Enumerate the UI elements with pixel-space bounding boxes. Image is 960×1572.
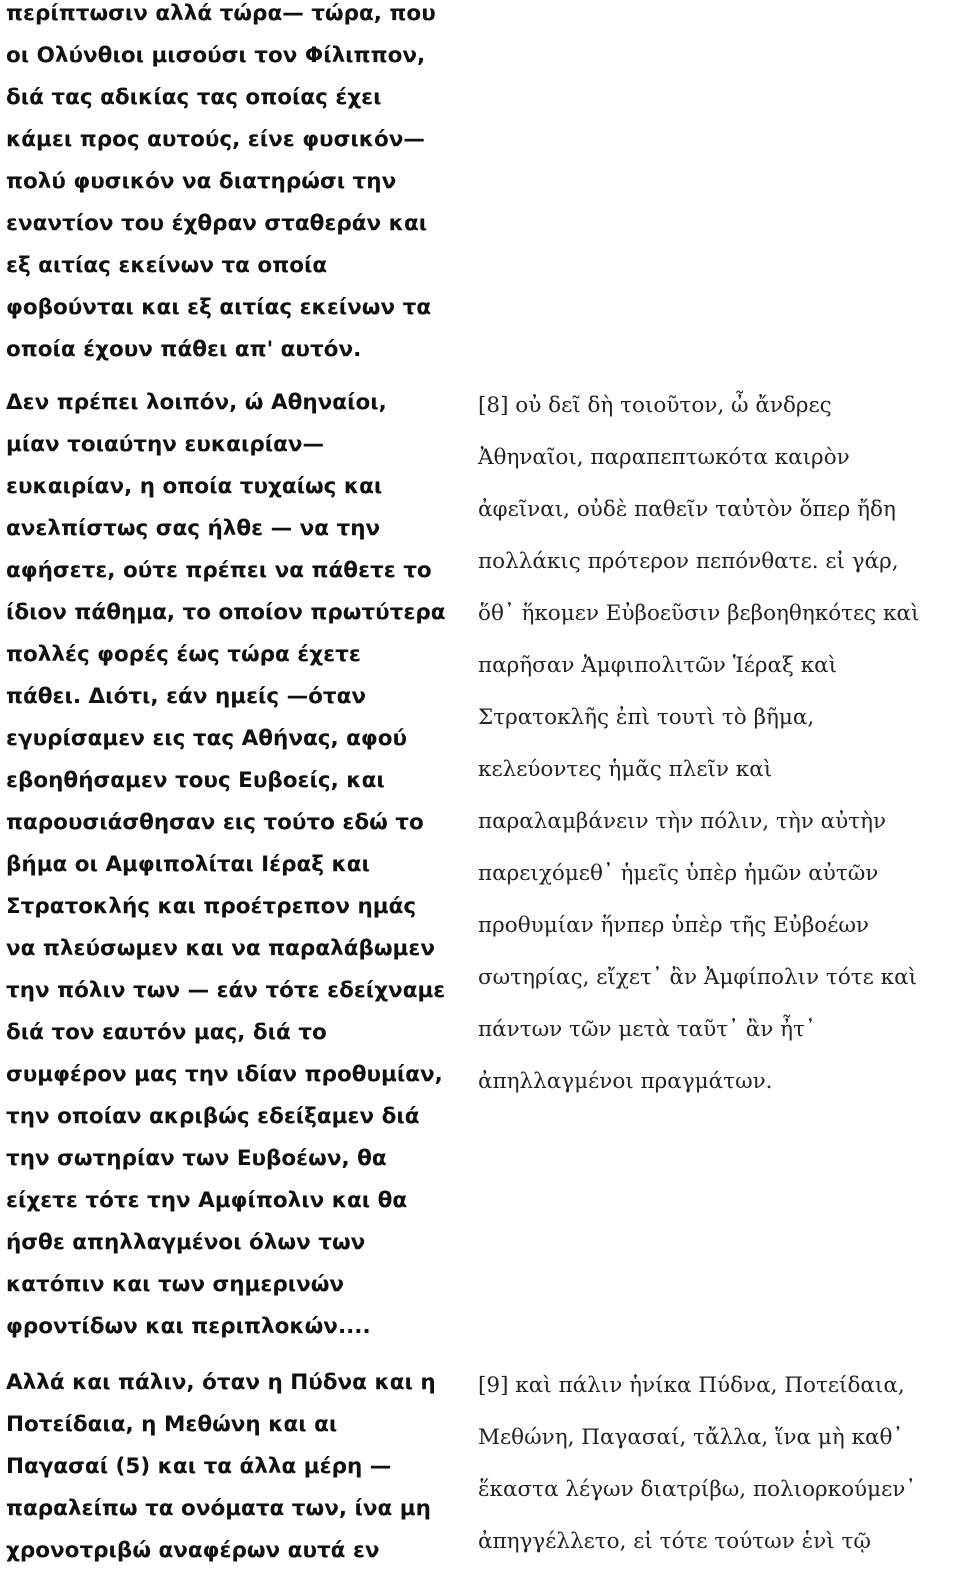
text-line: Ἀθηναῖοι, παραπεπτωκότα καιρὸν	[478, 445, 850, 470]
text-line: [8] οὐ δεῖ δὴ τοιοῦτον, ὦ ἄνδρες	[478, 393, 832, 418]
text-line: ίδιον πάθημα, το οποίον πρωτύτερα	[6, 600, 446, 625]
text-line: ἕκαστα λέγων διατρίβω, πολιορκούμεν᾽	[478, 1477, 917, 1502]
text-line: την σωτηρίαν των Ευβοέων, θα	[6, 1146, 387, 1171]
text-line: εβοηθήσαμεν τους Ευβοείς, και	[6, 768, 385, 793]
text-line: πάθει. Διότι, εάν ημείς —όταν	[6, 684, 367, 709]
text-line: ανελπίστως σας ήλθε — να την	[6, 516, 381, 541]
text-line: πάντων τῶν μετὰ ταῦτ᾽ ἂν ἦτ᾽	[478, 1017, 816, 1042]
text-line: κελεύοντες ἡμᾶς πλεῖν καὶ	[478, 757, 773, 782]
text-line: Στρατοκλῆς ἐπὶ τουτὶ τὸ βῆμα,	[478, 705, 815, 730]
text-line: είχετε τότε την Αμφίπολιν και θα	[6, 1188, 408, 1213]
modern-paragraph-3	[6, 1362, 468, 1572]
text-line: προθυμίαν ἥνπερ ὑπὲρ τῆς Εὐβοέων	[478, 913, 869, 938]
text-line: οι Ολύνθιοι μισούσι τον Φίλιππον,	[6, 43, 426, 68]
text-line: μίαν τοιαύτην ευκαιρίαν—	[6, 432, 325, 457]
text-line: Παγασαί (5) και τα άλλα μέρη —	[6, 1454, 392, 1479]
text-line: Μεθώνη, Παγασαί, τἄλλα, ἵνα μὴ καθ᾽	[478, 1425, 904, 1450]
text-line: σωτηρίας, εἴχετ᾽ ἂν Ἀμφίπολιν τότε καὶ	[478, 965, 918, 990]
text-line: Στρατοκλής και προέτρεπον ημάς	[6, 894, 417, 919]
text-line: παρουσιάσθησαν εις τούτο εδώ το	[6, 810, 424, 835]
text-line: παραλαμβάνειν τὴν πόλιν, τὴν αὐτὴν	[478, 809, 887, 834]
ancient-paragraph-9	[478, 1360, 960, 1568]
text-line: να πλεύσωμεν και να παραλάβωμεν	[6, 936, 435, 961]
text-line: Αλλά και πάλιν, όταν η Πύδνα και η	[6, 1370, 436, 1395]
text-line: παρῆσαν Ἀμφιπολιτῶν Ἱέραξ καὶ	[478, 653, 838, 678]
text-line: ευκαιρίαν, η οποία τυχαίως και	[6, 474, 383, 499]
text-line: χρονοτριβώ αναφέρων αυτά εν	[6, 1538, 380, 1563]
modern-paragraph-1	[6, 0, 468, 371]
text-line: κατόπιν και των σημερινών	[6, 1272, 345, 1297]
text-line: παρειχόμεθ᾽ ἡμεῖς ὑπὲρ ἡμῶν αὐτῶν	[478, 861, 879, 886]
text-line: ἀπηλλαγμένοι πραγμάτων.	[478, 1069, 773, 1094]
text-line: ὅθ᾽ ἥκομεν Εὐβοεῦσιν βεβοηθηκότες καὶ	[478, 601, 920, 626]
text-line: διά τον εαυτόν μας, διά το	[6, 1020, 327, 1045]
text-line: [9] καὶ πάλιν ἡνίκα Πύδνα, Ποτείδαια,	[478, 1373, 905, 1398]
text-line: διά τας αδικίας τας οποίας έχει	[6, 85, 382, 110]
text-line: την οποίαν ακριβώς εδείξαμεν διά	[6, 1104, 420, 1129]
ancient-paragraph-8	[478, 380, 960, 1108]
text-line: εγυρίσαμεν εις τας Αθήνας, αφού	[6, 726, 408, 751]
text-line: φροντίδων και περιπλοκών....	[6, 1314, 371, 1339]
text-line: εναντίον του έχθραν σταθεράν και	[6, 211, 428, 236]
text-line: βήμα οι Αμφιπολίται Ιέραξ και	[6, 852, 370, 877]
text-line: κάμει προς αυτούς, είνε φυσικόν—	[6, 127, 425, 152]
text-line: παραλείπω τα ονόματα των, ίνα μη	[6, 1496, 431, 1521]
text-line: ἀπηγγέλλετο, εἰ τότε τούτων ἑνὶ τῷ	[478, 1529, 871, 1554]
text-line: την πόλιν των — εάν τότε εδείχναμε	[6, 978, 446, 1003]
text-line: οποία έχουν πάθει απ' αυτόν.	[6, 337, 362, 362]
text-line: αφήσετε, ούτε πρέπει να πάθετε το	[6, 558, 432, 583]
text-line: περίπτωσιν αλλά τώρα— τώρα, που	[6, 1, 436, 26]
text-line: συμφέρον μας την ιδίαν προθυμίαν,	[6, 1062, 443, 1087]
text-line: πολύ φυσικόν να διατηρώσι την	[6, 169, 397, 194]
text-line: Ποτείδαια, η Μεθώνη και αι	[6, 1412, 338, 1437]
text-line: Δεν πρέπει λοιπόν, ώ Αθηναίοι,	[6, 390, 387, 415]
modern-paragraph-2	[6, 382, 468, 1348]
text-line: ἀφεῖναι, οὐδὲ παθεῖν ταὐτὸν ὅπερ ἤδη	[478, 497, 896, 522]
text-line: πολλάκις πρότερον πεπόνθατε. εἰ γάρ,	[478, 549, 899, 574]
text-line: εξ αιτίας εκείνων τα οποία	[6, 253, 328, 278]
text-line: πολλές φορές έως τώρα έχετε	[6, 642, 361, 667]
text-line: ήσθε απηλλαγμένοι όλων των	[6, 1230, 366, 1255]
text-line: φοβούνται και εξ αιτίας εκείνων τα	[6, 295, 432, 320]
